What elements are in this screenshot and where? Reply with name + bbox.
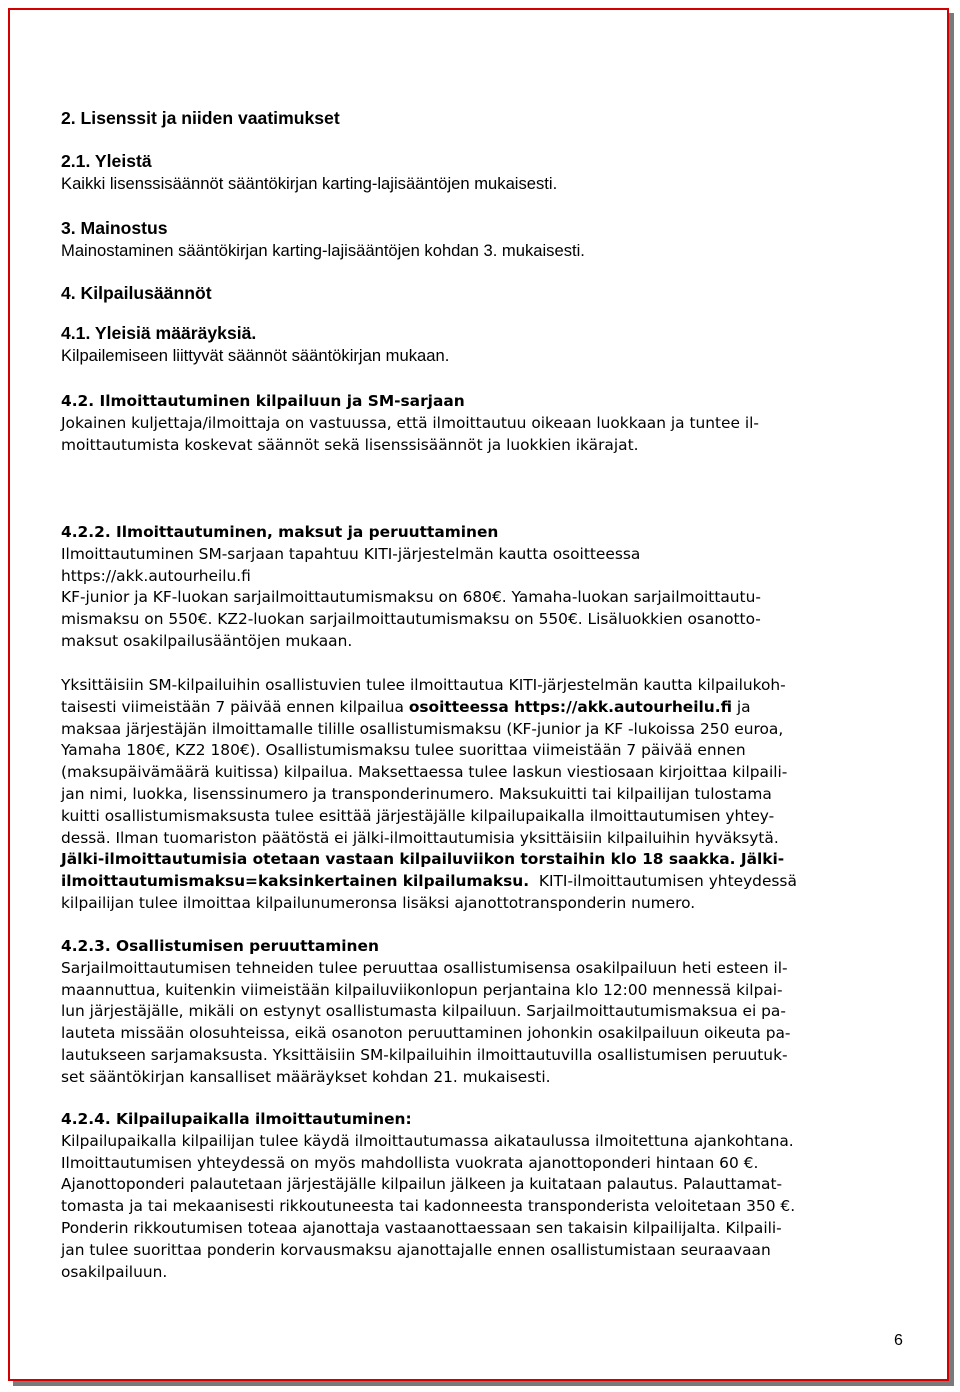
text-line: lautukseen sarjamaksusta. Yksittäisiin SM-kilpailuihin ilmoittautuvilla osallistumisen peruutuk- <box>61 1045 788 1064</box>
section-4 <box>61 283 901 305</box>
bold-url: osoitteessa https://akk.autourheilu.fi <box>408 697 732 716</box>
text-line: Ajanottoponderi palautetaan järjestäjälle kilpailun jälkeen ja kuitataan palautus. Palauttamat- <box>61 1175 783 1194</box>
section-3 <box>61 218 901 262</box>
text-line: taisesti viimeistään 7 päivää ennen kilpailua osoitteessa https://akk.autourheilu.fi ja <box>61 697 751 716</box>
text-line: kuitti osallistumismaksusta tulee esittää järjestäjälle kilpailupaikalla ilmoittautumisen yhtey- <box>61 806 775 825</box>
text-line: Ponderin rikkoutumisen toteaa ajanottaja vastaanottaessaan sen takaisin kilpailijalta. Kilpaili- <box>61 1218 782 1237</box>
heading-4-2-2: 4.2.2. Ilmoittautuminen, maksut ja peruuttaminen <box>61 523 499 541</box>
heading-2: 2. Lisenssit ja niiden vaatimukset <box>61 108 340 128</box>
url-line: https://akk.autourheilu.fi <box>61 566 251 585</box>
text-line: tomasta ja tai mekaanisesti rikkoutuneesta tai kadonneesta transponderista veloitetaan 350 €. <box>61 1197 796 1216</box>
text-line: (maksupäivämäärä kuitissa) kilpailua. Maksettaessa tulee laskun viestiosaan kirjoittaa kilpaili- <box>61 763 788 782</box>
text-line: Sarjailmoittautumisen tehneiden tulee peruuttaa osallistumisensa osakilpailuun heti esteen il- <box>61 958 788 977</box>
page-number: 6 <box>894 1332 903 1349</box>
text-line: Yksittäisiin SM-kilpailuihin osallistuvien tulee ilmoittautua KITI-järjestelmän kautta kilpailukoh- <box>61 676 786 694</box>
heading-4: 4. Kilpailusäännöt <box>61 283 212 303</box>
section-4-2 <box>61 391 901 456</box>
heading-3: 3. Mainostus <box>61 218 168 238</box>
page-frame <box>8 8 949 1381</box>
text-line: osakilpailuun. <box>61 1262 168 1281</box>
text-line: maksut osakilpailusääntöjen mukaan. <box>61 631 353 650</box>
text-line: maksaa järjestäjän ilmoittamalle tilille osallistumismaksu (KF-junior ja KF -lukoissa 250 euroa, <box>61 719 784 738</box>
paragraph-individual-entry <box>61 675 901 915</box>
heading-4-2: 4.2. Ilmoittautuminen kilpailuun ja SM-sarjaan <box>61 392 465 410</box>
text-line: KF-junior ja KF-luokan sarjailmoittautumismaksu on 680€. Yamaha-luokan sarjailmoittautu- <box>61 588 761 607</box>
paragraph-4-1: Kilpailemiseen liittyvät säännöt sääntökirjan mukaan. <box>61 345 450 365</box>
text-line: Ilmoittautuminen SM-sarjaan tapahtuu KITI-järjestelmän kautta osoitteessa <box>61 544 641 563</box>
paragraph-2-1: Kaikki lisenssisäännöt sääntökirjan karting-lajisääntöjen mukaisesti. <box>61 173 558 193</box>
section-4-2-4 <box>61 1109 901 1283</box>
paragraph-3: Mainostaminen sääntökirjan karting-lajisääntöjen kohdan 3. mukaisesti. <box>61 240 585 260</box>
bold-line: Jälki-ilmoittautumisia otetaan vastaan kilpailuviikon torstaihin klo 18 saakka. Jälki- <box>61 850 785 869</box>
text-line: kilpailijan tulee ilmoittaa kilpailunumeronsa lisäksi ajanottotransponderin numero. <box>61 893 696 912</box>
text-line: lun järjestäjälle, mikäli on estynyt osallistumasta kilpailuun. Sarjailmoittautumismaksua ei pa- <box>61 1002 786 1021</box>
text-line: lauteta missään olosuhteissa, eikä osanoton peruuttaminen johonkin osakilpailuun oikeuta pa- <box>61 1024 791 1043</box>
text-line: dessä. Ilman tuomariston päätöstä ei jälki-ilmoittautumisia yksittäisiin kilpailuihin hyväksytä. <box>61 828 779 847</box>
text-line: Ilmoittautumisen yhteydessä on myös mahdollista vuokrata ajanottoponderi hintaan 60 €. <box>61 1153 759 1172</box>
heading-2-1: 2.1. Yleistä <box>61 151 152 171</box>
text-line: mismaksu on 550€. KZ2-luokan sarjailmoittautumismaksu on 550€. Lisäluokkien osanotto- <box>61 610 761 629</box>
text-line: jan tulee suorittaa ponderin korvausmaksu ajanottajalle ennen osallistumistaan seuraavaan <box>61 1240 771 1259</box>
section-2 <box>61 108 901 130</box>
section-4-2-3 <box>61 936 901 1089</box>
text-line: maannuttua, kuitenkin viimeistään kilpailuviikonlopun perjantaina klo 12:00 mennessä kilpai- <box>61 980 783 999</box>
text-line: Kilpailupaikalla kilpailijan tulee käydä ilmoittautumassa aikataulussa ilmoitettuna ajankohtana. <box>61 1131 794 1150</box>
heading-4-2-3: 4.2.3. Osallistumisen peruuttaminen <box>61 937 379 955</box>
text-line: set sääntökirjan kansalliset määräykset kohdan 21. mukaisesti. <box>61 1067 551 1086</box>
section-4-2-2 <box>61 522 901 653</box>
text-line: jan nimi, luokka, lisenssinumero ja transponderinumero. Maksukuitti tai kilpailijan tulostama <box>61 784 772 803</box>
text-line: ilmoittautumismaksu=kaksinkertainen kilpailumaksu. KITI-ilmoittautumisen yhteydessä <box>61 872 797 891</box>
section-4-1 <box>61 323 901 367</box>
section-2-1 <box>61 151 901 195</box>
text-line: Yamaha 180€, KZ2 180€). Osallistumismaksu tulee suorittaa viimeistään 7 päivää ennen <box>61 741 746 760</box>
text-line: moittautumista koskevat säännöt sekä lisenssisäännöt ja luokkien ikärajat. <box>61 435 639 454</box>
bold-text: ilmoittautumismaksu=kaksinkertainen kilpailumaksu. <box>61 872 530 891</box>
heading-4-1: 4.1. Yleisiä määräyksiä. <box>61 323 257 343</box>
heading-4-2-4: 4.2.4. Kilpailupaikalla ilmoittautuminen: <box>61 1110 412 1128</box>
text-line: Jokainen kuljettaja/ilmoittaja on vastuussa, että ilmoittautuu oikeaan luokkaan ja tuntee il- <box>61 413 759 432</box>
